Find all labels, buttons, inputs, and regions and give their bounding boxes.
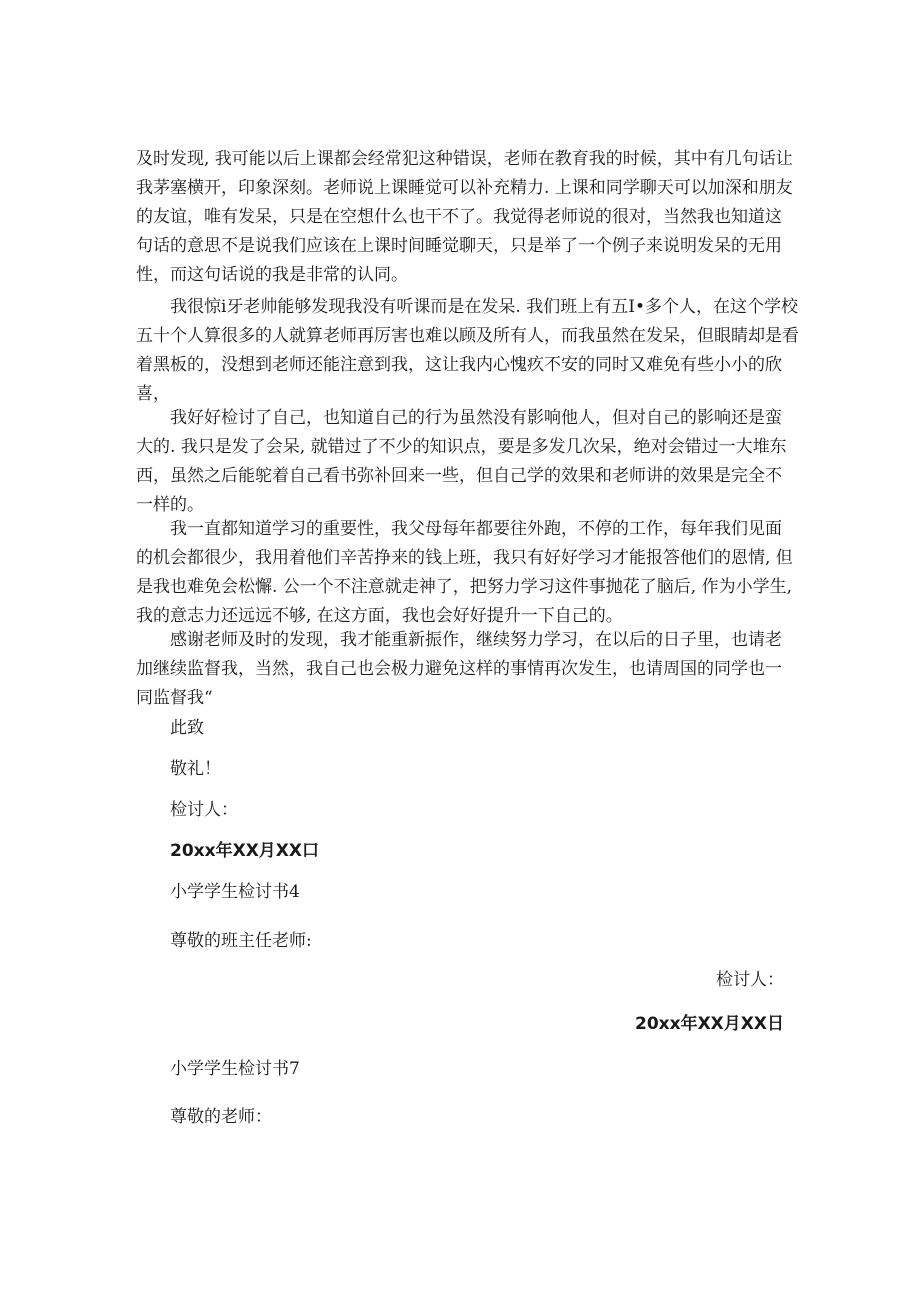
paragraph-line: 性，而这句话说的我是非常的认同。 (136, 265, 408, 285)
paragraph-line: 我好好检讨了自己，也知道自己的行为虽然没有影响他人，但对自己的影响还是蛮 (170, 408, 782, 428)
closing-salute: 敬礼！ (170, 759, 221, 779)
paragraph-line: 我的意志力还远远不够, 在这方面，我也会好好提升一下自己的。 (136, 606, 623, 626)
paragraph-5 (136, 626, 784, 713)
paragraph-4 (136, 515, 793, 631)
paragraph-line: 加继续监督我，当然，我自己也会极力避免这样的事情再次发生，也请周国的同学也一 (136, 659, 782, 679)
closing-signer: 检讨人： (170, 800, 238, 820)
paragraph-line: 及时发现, 我可能以后上课都会经常犯这种错误，老师在教育我的时候，其中有几句话让 (136, 149, 793, 169)
closing-greeting: 此致 (170, 718, 204, 738)
paragraph-line: 的友谊，唯有发呆，只是在空想什么也干不了。我觉得老师说的很对，当然我也知道这 (136, 207, 782, 227)
paragraph-line: 一样的。 (136, 495, 204, 515)
paragraph-line: 句话的意思不是说我们应该在上课时间睡觉聊天，只是举了一个例子来说明发呆的无用 (136, 236, 782, 256)
paragraph-line: 我很惊i牙老帅能够发现我没有听课而是在发呆. 我们班上有五I•多个人，在这个学校 (170, 297, 798, 317)
paragraph-line: 的机会都很少，我用着他们辛苦挣来的钱上班，我只有好好学习才能报答他们的恩情, 但 (136, 548, 793, 568)
paragraph-line: 感谢老师及时的发现，我才能重新振作，继续努力学习，在以后的日子里，也请老 (170, 630, 782, 650)
paragraph-line: 我茅塞横开，印象深刻。老师说上课睡觉可以补充精力. 上课和同学聊天可以加深和朋友 (136, 178, 793, 198)
paragraph-line: 我一直都知道学习的重要性，我父母每年都要往外跑，不停的工作，每年我们见面 (170, 519, 782, 539)
paragraph-line: 着黑板的，没想到老师还能注意到我，这让我内心愧疚不安的同时又难免有些小小的欣 (136, 355, 782, 375)
paragraph-line: 是我也难免会松懈. 公一个不注意就走神了，把努力学习这件事抛花了脑后, 作为小学生, (136, 577, 793, 597)
paragraph-1 (136, 145, 793, 290)
paragraph-line: 喜， (136, 384, 170, 404)
letter-7-title: 小学学生检讨书7 (170, 1059, 300, 1079)
paragraph-3 (136, 404, 787, 520)
closing-date: 20xx年XX月XX口 (170, 841, 320, 861)
paragraph-line: 五十个人算很多的人就算老师再厉害也难以顾及所有人，而我虽然在发呆，但眼睛却是看 (136, 326, 799, 346)
paragraph-line: 同监督我“ (136, 688, 213, 708)
letter-4-title: 小学学生检讨书4 (170, 882, 300, 902)
paragraph-line: 西，虽然之后能鸵着自己看书弥补回来一些，但自己学的效果和老师讲的效果是完全不 (136, 466, 782, 486)
letter-4-date: 20xx年XX月XX日 (634, 1014, 784, 1034)
letter-7-salutation: 尊敬的老师： (170, 1107, 272, 1127)
letter-4-signer: 检讨人： (716, 970, 784, 990)
paragraph-2 (136, 293, 799, 409)
letter-4-salutation: 尊敬的班主任老师: (170, 931, 312, 951)
paragraph-line: 大的. 我只是发了会呆, 就错过了不少的知识点，要是多发几次呆，绝对会错过一大堆东 (136, 437, 787, 457)
